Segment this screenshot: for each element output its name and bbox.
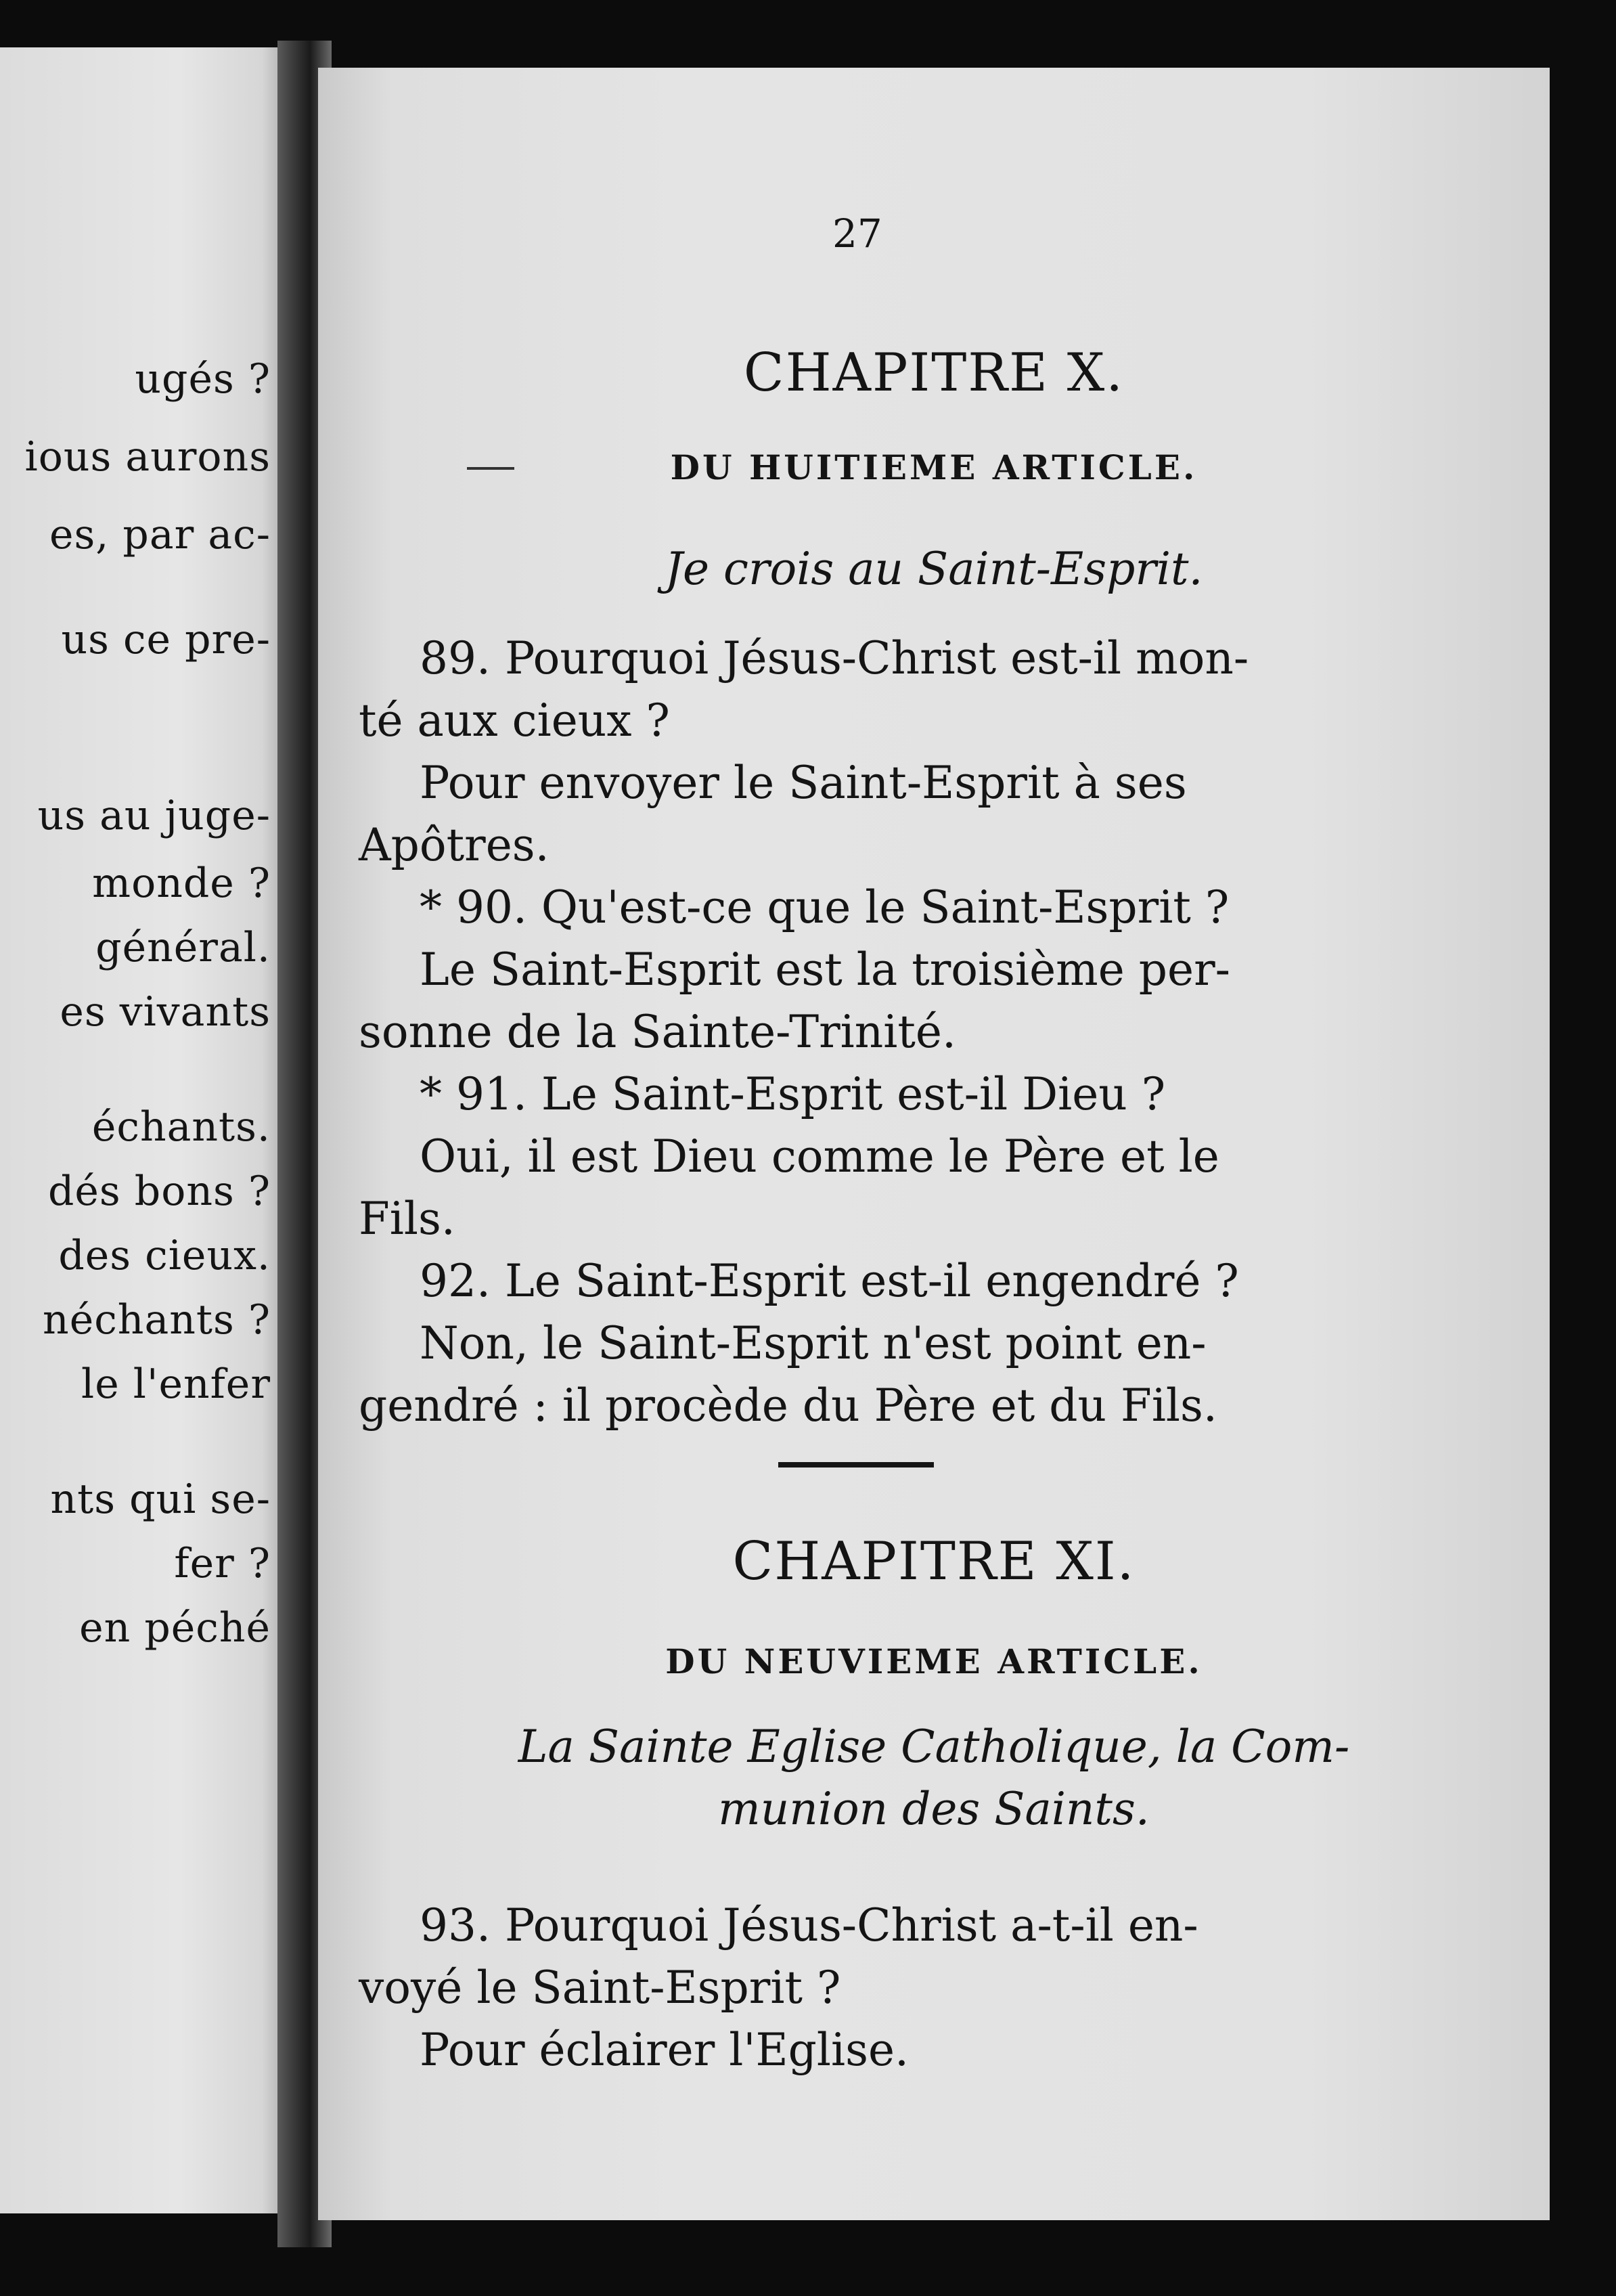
section-divider [778,1462,934,1467]
text-line: * 90. Qu'est-ce que le Saint-Esprit ? [420,881,1230,933]
left-facing-page [0,47,298,2213]
text-line: gendré : il procède du Père et du Fils. [359,1379,1217,1432]
left-page-line: néchants ? [43,1296,271,1344]
chapter-xi-article: DU NEUVIEME ARTICLE. [665,1641,1203,1681]
text-line: Non, le Saint-Esprit n'est point en- [420,1317,1207,1369]
text-line: 93. Pourquoi Jésus-Christ a-t-il en- [420,1899,1198,1951]
left-page-line: en péché [79,1604,271,1652]
left-page-line: le l'enfer [81,1361,271,1408]
left-page-line: us au juge- [37,792,271,839]
text-line: té aux cieux ? [359,694,670,747]
right-page [318,68,1550,2220]
left-page-line: monde ? [92,860,271,907]
left-page-line: général. [95,924,271,971]
text-line: Oui, il est Dieu comme le Père et le [420,1130,1219,1183]
left-page-line: ious aurons [24,433,271,481]
text-line: sonne de la Sainte-Trinité. [359,1006,956,1058]
left-page-line: échants. [91,1103,271,1151]
text-line: Pour envoyer le Saint-Esprit à ses [420,757,1187,809]
left-page-line: us ce pre- [61,616,271,663]
chapter-x-subtitle: Je crois au Saint-Esprit. [665,543,1203,595]
text-line: Pour éclairer l'Eglise. [420,2024,910,2076]
text-line: * 91. Le Saint-Esprit est-il Dieu ? [420,1068,1166,1120]
left-page-line: ugés ? [135,355,271,403]
chapter-xi-subtitle-line: La Sainte Eglise Catholique, la Com- [518,1721,1350,1773]
text-line: 89. Pourquoi Jésus-Christ est-il mon- [420,632,1249,684]
left-page-line: es vivants [60,988,271,1036]
text-line: 92. Le Saint-Esprit est-il engendré ? [420,1255,1239,1307]
page-number: 27 [832,211,882,257]
chapter-x-article: DU HUITIEME ARTICLE. [670,447,1198,487]
chapter-x-title: CHAPITRE X. [743,343,1125,403]
text-line: Le Saint-Esprit est la troisième per- [420,944,1230,996]
text-line: Apôtres. [359,819,549,871]
chapter-xi-subtitle-line: munion des Saints. [718,1783,1150,1835]
chapter-xi-title: CHAPITRE XI. [732,1531,1136,1592]
left-page-line: es, par ac- [49,511,271,558]
text-line: voyé le Saint-Esprit ? [359,1962,841,2014]
left-page-line: dés bons ? [48,1168,271,1215]
left-page-line: nts qui se- [50,1476,271,1523]
text-line: Fils. [359,1193,455,1245]
left-page-line: des cieux. [58,1232,271,1279]
left-page-line: fer ? [174,1540,271,1587]
